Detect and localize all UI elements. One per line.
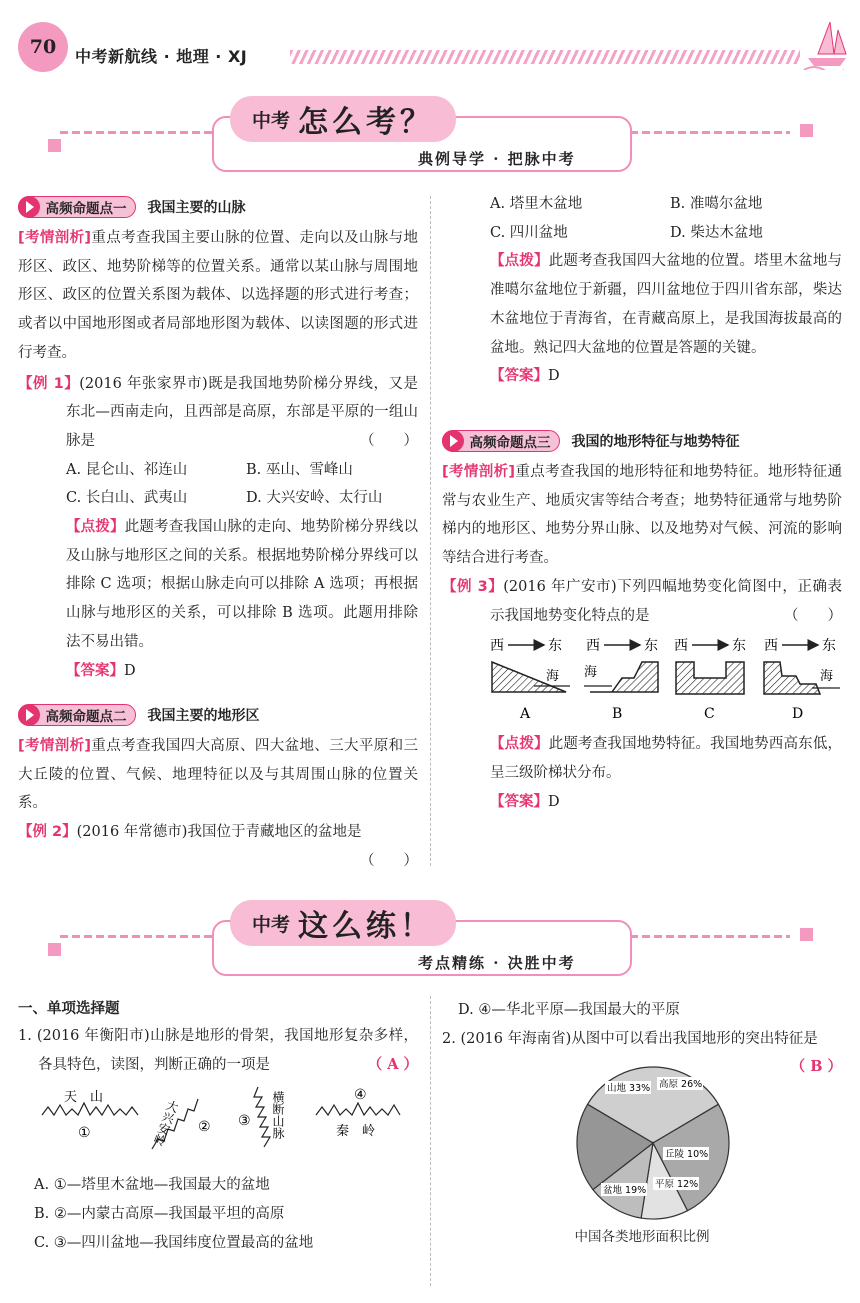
svg-text:东: 东 xyxy=(644,638,658,655)
diagram-b xyxy=(584,638,658,722)
pie-slice-label: 盆地 19% xyxy=(603,1185,647,1197)
diagram-a xyxy=(490,638,570,722)
svg-text:A: A xyxy=(520,706,531,723)
pie-slice-label: 丘陵 10% xyxy=(665,1149,709,1161)
svg-text:西: 西 xyxy=(586,638,600,655)
pie-slice-label: 平原 12% xyxy=(655,1179,699,1191)
example-1-options: A. 昆仑山、祁连山 B. 巫山、雪峰山 C. 长白山、武夷山 D. 大兴安岭、太行山 xyxy=(66,461,383,507)
hint-3: 【点拨】此题考查我国地势特征。我国地势西高东低，呈三级阶梯状分布。 xyxy=(490,736,843,781)
section-banner-practice xyxy=(0,892,860,982)
practice-right xyxy=(442,996,842,1245)
play-arrow-icon xyxy=(18,704,40,726)
example-2-options: A. 塔里木盆地 B. 准噶尔盆地 C. 四川盆地 D. 柴达木盆地 xyxy=(490,196,763,241)
svg-text:天 山: 天 山 xyxy=(64,1090,104,1106)
banner-subtitle: 典例导学 · 把脉中考 xyxy=(418,150,576,168)
banner-subtitle: 考点精练 · 决胜中考 xyxy=(418,954,576,972)
banner-title: 中考 怎么考？ xyxy=(230,96,456,142)
topic-3 xyxy=(442,430,842,816)
play-arrow-icon xyxy=(442,430,464,452)
section-heading: 一、单项选择题 xyxy=(18,1001,120,1017)
topic-1 xyxy=(18,196,418,685)
hint-1: 【点拨】此题考查我国山脉的走向、地势阶梯分界线以及山脉与地形区之间的关系。根据地势阶梯分界线可以排除 C 选项；根据山脉走向可以排除 A 选项；再根据山脉与地形区的关系，可以排除 B 选项。此题用排除法不易出错。 xyxy=(66,519,419,650)
svg-text:西: 西 xyxy=(490,638,504,655)
diagram-d xyxy=(764,638,840,722)
example-2: 【例 2】(2016 年常德市)我国位于青藏地区的盆地是 xyxy=(18,824,362,841)
topic-tag: 高频命题点一 xyxy=(18,196,136,218)
header-hatch xyxy=(290,50,800,64)
question-2: 2. (2016 年海南省)从图中可以看出我国地形的突出特征是 （ B ） xyxy=(442,1025,842,1054)
question-1-options: A. ①—塔里木盆地—我国最大的盆地 B. ②—内蒙古高原—我国最平坦的高原 C. ③—四川盆地—我国纬度位置最高的盆地 xyxy=(34,1177,314,1251)
svg-text:④: ④ xyxy=(354,1087,367,1104)
example-3: 【例 3】(2016 年广安市)下列四幅地势变化简图中，正确表示我国地势变化特点的是 （ ） xyxy=(442,578,842,624)
analysis-paragraph: [考情剖析]重点考查我国的地形特征和地势特征。地形特征通常与农业生产、地质灾害等结合考查；地势特征通常与地势阶梯内的地形区、地势分界山脉、以及地势对气候、河流的影响等结合进行考查。 xyxy=(442,464,842,567)
pie-slice-label: 高原 26% xyxy=(659,1079,703,1091)
analysis-paragraph: [考情剖析]重点考查我国主要山脉的位置、走向以及山脉与地形区、政区、地势阶梯等的位置关系。通常以某山脉与周围地形区、政区的位置关系图为载体、以选择题的形式进行考查；或者以中国地形图或者局部地形图为载体、以读图题的形式进行考查。 xyxy=(18,230,418,361)
svg-text:秦 岭: 秦 岭 xyxy=(336,1124,376,1140)
pie-slice-label: 山地 33% xyxy=(607,1083,651,1095)
svg-text:西: 西 xyxy=(674,638,688,655)
svg-text:大兴安岭: 大兴安岭 xyxy=(150,1098,181,1149)
answer-mark: （ B ） xyxy=(790,1058,842,1076)
diagram-c xyxy=(674,638,746,722)
topic-2 xyxy=(18,704,418,876)
analysis-paragraph: [考情剖析]重点考查我国四大高原、四大盆地、三大平原和三大丘陵的位置、气候、地理特征以及与其周围山脉的位置关系。 xyxy=(18,738,418,812)
answer-2: 【答案】D xyxy=(490,368,560,385)
landform-pie-chart xyxy=(568,1063,738,1223)
svg-text:①: ① xyxy=(78,1125,91,1142)
example-2-paren: （ ） xyxy=(360,852,418,869)
answer-3: 【答案】D xyxy=(490,793,560,810)
svg-text:②: ② xyxy=(198,1119,211,1136)
svg-text:海: 海 xyxy=(820,669,834,685)
practice-left xyxy=(18,996,418,1258)
pie-caption: 中国各类地形面积比例 xyxy=(574,1229,710,1246)
svg-text:D: D xyxy=(792,706,804,723)
svg-text:西: 西 xyxy=(764,638,778,655)
svg-text:东: 东 xyxy=(822,638,836,655)
svg-text:③: ③ xyxy=(238,1113,251,1130)
svg-text:C: C xyxy=(704,706,715,723)
column-divider xyxy=(430,996,431,1286)
hint-2: 【点拨】此题考查我国四大盆地的位置。塔里木盆地与准噶尔盆地位于新疆，四川盆地位于四川省东部，柴达木盆地位于青海省，在青藏高原上，是我国海拔最高的盆地。熟记四大盆地的位置是答题的关键。 xyxy=(490,253,843,356)
mountain-ranges-illustration xyxy=(18,1083,418,1169)
topic-title: 我国的地形特征与地势特征 xyxy=(571,434,740,450)
topic-tag: 高频命题点三 xyxy=(442,430,560,452)
svg-text:东: 东 xyxy=(548,638,562,655)
answer-1: 【答案】D xyxy=(66,662,136,679)
sailboat-icon xyxy=(800,14,852,70)
topic-title: 我国主要的山脉 xyxy=(147,200,246,216)
topic-title: 我国主要的地形区 xyxy=(147,708,260,724)
svg-text:海: 海 xyxy=(584,665,598,681)
topic-2-continued xyxy=(442,190,842,391)
question-1-option-d: D. ④—华北平原—我国最大的平原 xyxy=(458,1002,680,1018)
example-1: 【例 1】(2016 年张家界市)既是我国地势阶梯分界线，又是东北—西南走向，且西部是高原，东部是平原的一组山脉是 （ ） xyxy=(18,375,418,449)
topic-tag: 高频命题点二 xyxy=(18,704,136,726)
svg-text:东: 东 xyxy=(732,638,746,655)
banner-title: 中考 这么练！ xyxy=(230,900,456,946)
book-title: 中考新航线 · 地理 · XJ xyxy=(75,47,248,66)
play-arrow-icon xyxy=(18,196,40,218)
svg-text:海: 海 xyxy=(546,669,560,685)
svg-text:B: B xyxy=(612,706,623,723)
answer-mark: （ A ） xyxy=(367,1055,418,1073)
column-divider xyxy=(430,196,431,866)
page-number: 70 xyxy=(18,22,68,72)
question-1: 1. (2016 年衡阳市)山脉是地形的骨架，我国地形复杂多样，各具特色，读图，判断正确的一项是 （ A ） xyxy=(18,1022,418,1079)
svg-text:横断山脉: 横断山脉 xyxy=(271,1091,285,1140)
section-banner-how-tested xyxy=(0,88,860,178)
terrain-profile-diagrams xyxy=(486,634,860,726)
